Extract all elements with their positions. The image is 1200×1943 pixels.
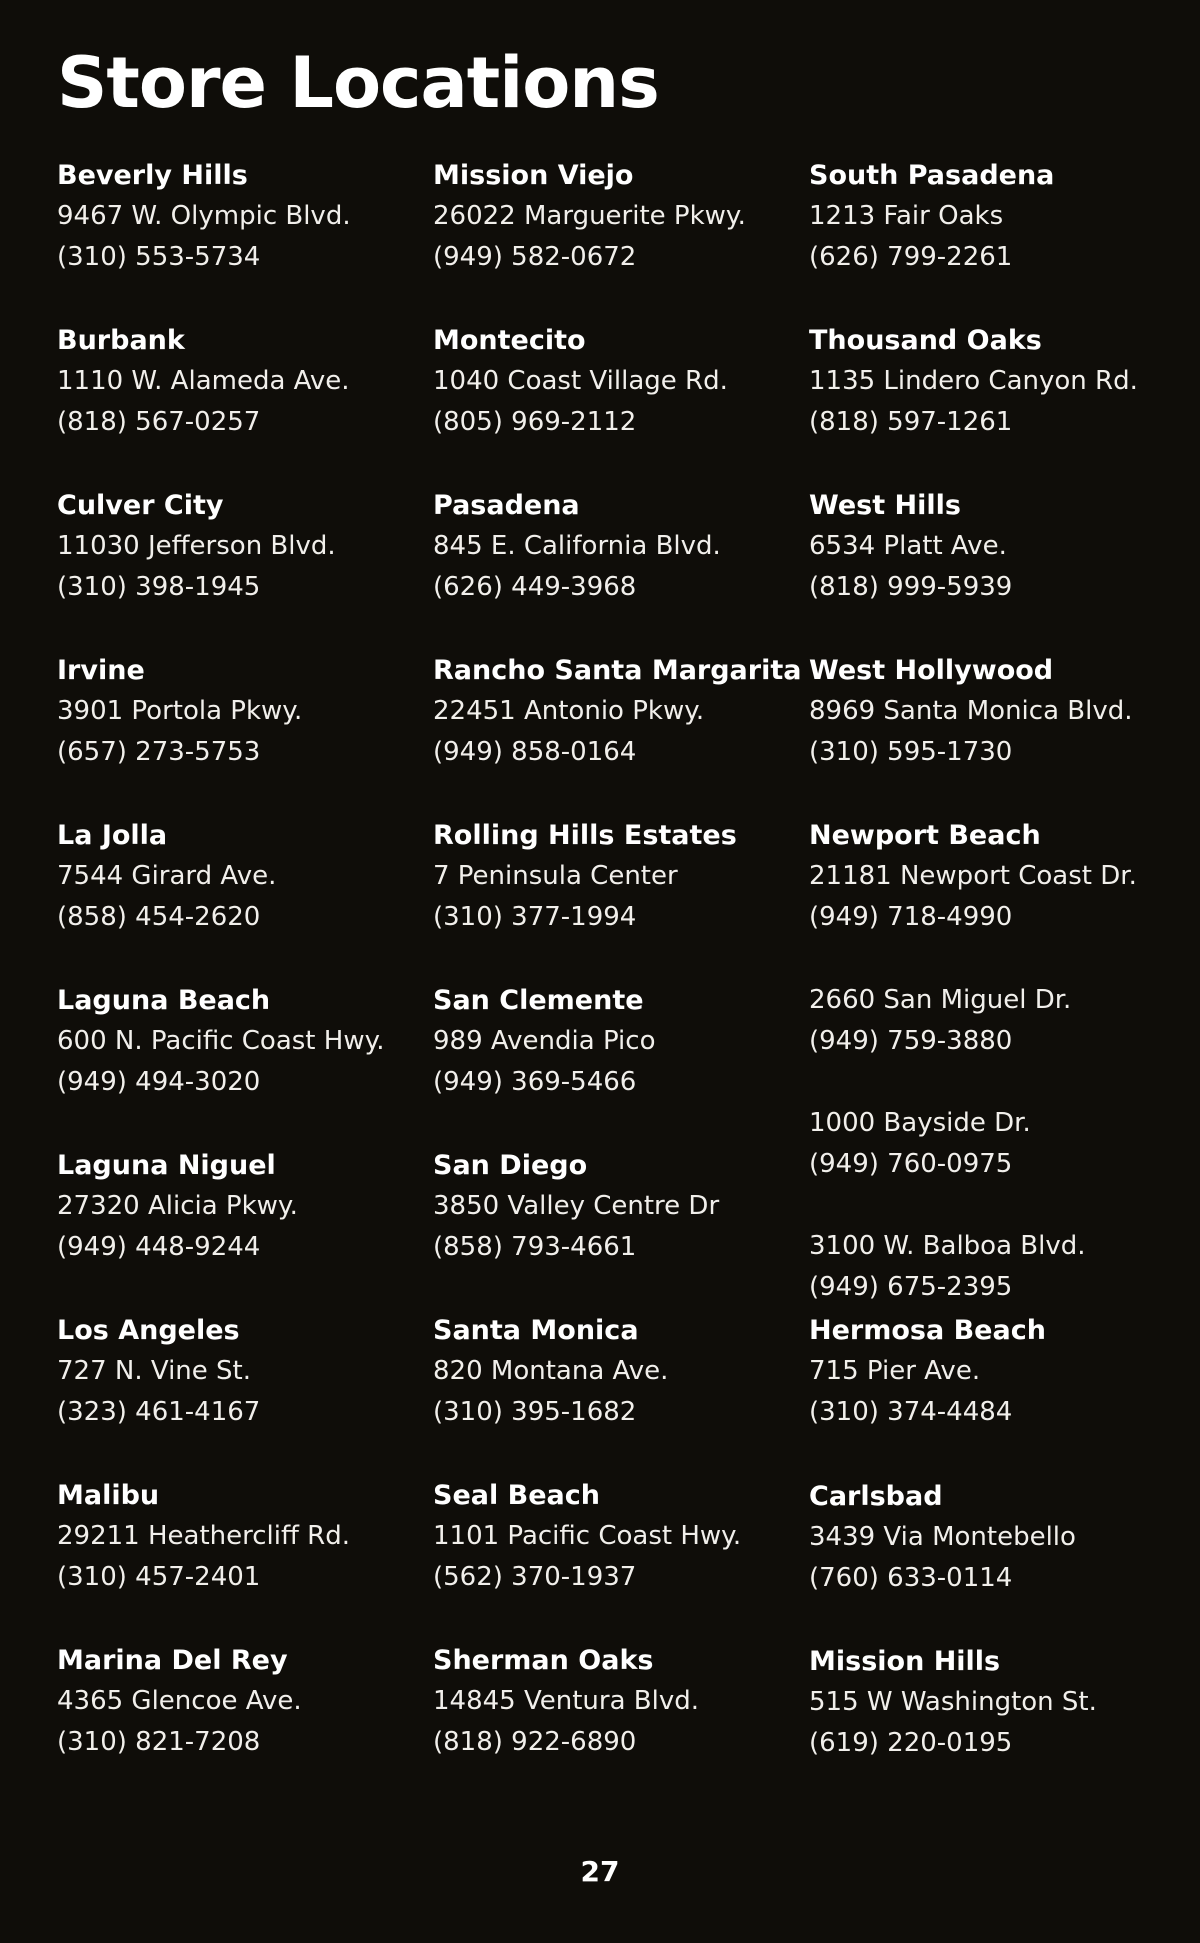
store-entry — [57, 1640, 437, 1763]
store-entry — [809, 485, 1189, 608]
store-address: 26022 Marguerite Pkwy. — [433, 201, 746, 231]
store-phone: (949) 448-9244 — [57, 1232, 261, 1262]
store-address: 3901 Portola Pkwy. — [57, 696, 303, 726]
store-entry — [809, 815, 1189, 938]
store-name: Pasadena — [433, 490, 580, 521]
store-entry — [57, 650, 437, 773]
store-phone: (619) 220-0195 — [809, 1728, 1013, 1758]
store-address: 2660 San Miguel Dr. — [809, 985, 1072, 1015]
store-name: Mission Viejo — [433, 160, 634, 191]
store-name: Hermosa Beach — [809, 1315, 1046, 1346]
store-entry — [57, 485, 437, 608]
store-name: San Diego — [433, 1150, 588, 1181]
store-entry — [809, 155, 1189, 278]
store-address: 1000 Bayside Dr. — [809, 1108, 1031, 1138]
store-address: 21181 Newport Coast Dr. — [809, 861, 1137, 891]
store-name: Laguna Niguel — [57, 1150, 276, 1181]
store-entry — [57, 320, 437, 443]
store-entry — [809, 1310, 1189, 1433]
store-address: 3439 Via Montebello — [809, 1522, 1076, 1552]
store-entry — [433, 320, 813, 443]
store-address: 1213 Fair Oaks — [809, 201, 1004, 231]
store-address: 515 W Washington St. — [809, 1687, 1097, 1717]
store-phone: (657) 273-5753 — [57, 737, 261, 767]
store-phone: (626) 449-3968 — [433, 572, 637, 602]
store-name: Newport Beach — [809, 820, 1041, 851]
store-address: 600 N. Pacific Coast Hwy. — [57, 1026, 385, 1056]
store-name: Malibu — [57, 1480, 160, 1511]
store-name: Rolling Hills Estates — [433, 820, 737, 851]
store-address: 22451 Antonio Pkwy. — [433, 696, 705, 726]
store-phone: (949) 760-0975 — [809, 1149, 1013, 1179]
store-address: 820 Montana Ave. — [433, 1356, 669, 1386]
store-entry — [433, 1475, 813, 1598]
store-phone: (626) 799-2261 — [809, 242, 1013, 272]
store-name: Los Angeles — [57, 1315, 240, 1346]
store-name: Mission Hills — [809, 1646, 1001, 1677]
store-name: Rancho Santa Margarita — [433, 655, 802, 686]
store-phone: (323) 461-4167 — [57, 1397, 261, 1427]
store-entry — [433, 980, 813, 1103]
store-entry — [57, 1310, 437, 1433]
store-name: Laguna Beach — [57, 985, 271, 1016]
store-entry — [433, 650, 813, 773]
store-entry — [433, 155, 813, 278]
store-phone: (949) 582-0672 — [433, 242, 637, 272]
store-entry — [433, 1310, 813, 1433]
store-address: 8969 Santa Monica Blvd. — [809, 696, 1133, 726]
store-address: 1101 Pacific Coast Hwy. — [433, 1521, 742, 1551]
store-entry — [57, 1475, 437, 1598]
store-entry — [57, 980, 437, 1103]
store-name: Seal Beach — [433, 1480, 600, 1511]
store-address: 4365 Glencoe Ave. — [57, 1686, 302, 1716]
store-address: 989 Avendia Pico — [433, 1026, 656, 1056]
store-address: 3100 W. Balboa Blvd. — [809, 1231, 1086, 1261]
store-name: La Jolla — [57, 820, 168, 851]
store-address: 6534 Platt Ave. — [809, 531, 1007, 561]
store-name: Santa Monica — [433, 1315, 639, 1346]
store-phone: (310) 398-1945 — [57, 572, 261, 602]
store-address: 9467 W. Olympic Blvd. — [57, 201, 351, 231]
store-phone: (310) 595-1730 — [809, 737, 1013, 767]
store-phone: (805) 969-2112 — [433, 407, 637, 437]
store-address: 27320 Alicia Pkwy. — [57, 1191, 298, 1221]
store-phone: (949) 494-3020 — [57, 1067, 261, 1097]
store-entry — [57, 1145, 437, 1268]
store-phone: (310) 395-1682 — [433, 1397, 637, 1427]
store-name: Burbank — [57, 325, 185, 356]
store-phone: (310) 374-4484 — [809, 1397, 1013, 1427]
store-phone: (760) 633-0114 — [809, 1563, 1013, 1593]
store-name: Carlsbad — [809, 1481, 943, 1512]
store-phone: (949) 718-4990 — [809, 902, 1013, 932]
store-phone: (858) 793-4661 — [433, 1232, 637, 1262]
store-phone: (310) 553-5734 — [57, 242, 261, 272]
store-address: 11030 Jefferson Blvd. — [57, 531, 336, 561]
store-entry — [809, 320, 1189, 443]
store-name: Montecito — [433, 325, 586, 356]
store-entry — [433, 1640, 813, 1763]
store-entry — [809, 1226, 1189, 1308]
store-address: 14845 Ventura Blvd. — [433, 1686, 699, 1716]
store-name: Irvine — [57, 655, 145, 686]
store-name: Thousand Oaks — [809, 325, 1042, 356]
store-entry — [433, 815, 813, 938]
store-phone: (818) 567-0257 — [57, 407, 261, 437]
store-address: 727 N. Vine St. — [57, 1356, 252, 1386]
store-phone: (949) 858-0164 — [433, 737, 637, 767]
store-phone: (818) 922-6890 — [433, 1727, 637, 1757]
store-address: 1110 W. Alameda Ave. — [57, 366, 350, 396]
store-entry — [57, 155, 437, 278]
store-address: 1040 Coast Village Rd. — [433, 366, 728, 396]
store-entry — [809, 1476, 1189, 1599]
store-entry — [57, 815, 437, 938]
store-address: 715 Pier Ave. — [809, 1356, 981, 1386]
store-name: West Hills — [809, 490, 961, 521]
store-phone: (310) 821-7208 — [57, 1727, 261, 1757]
store-phone: (818) 999-5939 — [809, 572, 1013, 602]
store-address: 845 E. California Blvd. — [433, 531, 721, 561]
store-name: Beverly Hills — [57, 160, 248, 191]
store-address: 7 Peninsula Center — [433, 861, 678, 891]
store-phone: (310) 457-2401 — [57, 1562, 261, 1592]
store-name: Marina Del Rey — [57, 1645, 288, 1676]
store-phone: (949) 369-5466 — [433, 1067, 637, 1097]
store-phone: (310) 377-1994 — [433, 902, 637, 932]
store-phone: (949) 759-3880 — [809, 1026, 1013, 1056]
store-entry — [433, 485, 813, 608]
store-name: West Hollywood — [809, 655, 1054, 686]
store-address: 29211 Heathercliff Rd. — [57, 1521, 350, 1551]
store-name: San Clemente — [433, 985, 644, 1016]
store-name: South Pasadena — [809, 160, 1055, 191]
store-entry — [809, 650, 1189, 773]
store-name: Culver City — [57, 490, 224, 521]
store-entry — [809, 1641, 1189, 1764]
store-name: Sherman Oaks — [433, 1645, 654, 1676]
store-entry — [433, 1145, 813, 1268]
store-address: 3850 Valley Centre Dr — [433, 1191, 720, 1221]
page-number: 27 — [580, 1855, 620, 1888]
store-phone: (562) 370-1937 — [433, 1562, 637, 1592]
store-phone: (949) 675-2395 — [809, 1272, 1013, 1302]
store-address: 7544 Girard Ave. — [57, 861, 277, 891]
page-title: Store Locations — [57, 42, 659, 124]
store-entry — [809, 1103, 1189, 1185]
store-phone: (818) 597-1261 — [809, 407, 1013, 437]
store-address: 1135 Lindero Canyon Rd. — [809, 366, 1138, 396]
store-phone: (858) 454-2620 — [57, 902, 261, 932]
store-entry — [809, 980, 1189, 1062]
